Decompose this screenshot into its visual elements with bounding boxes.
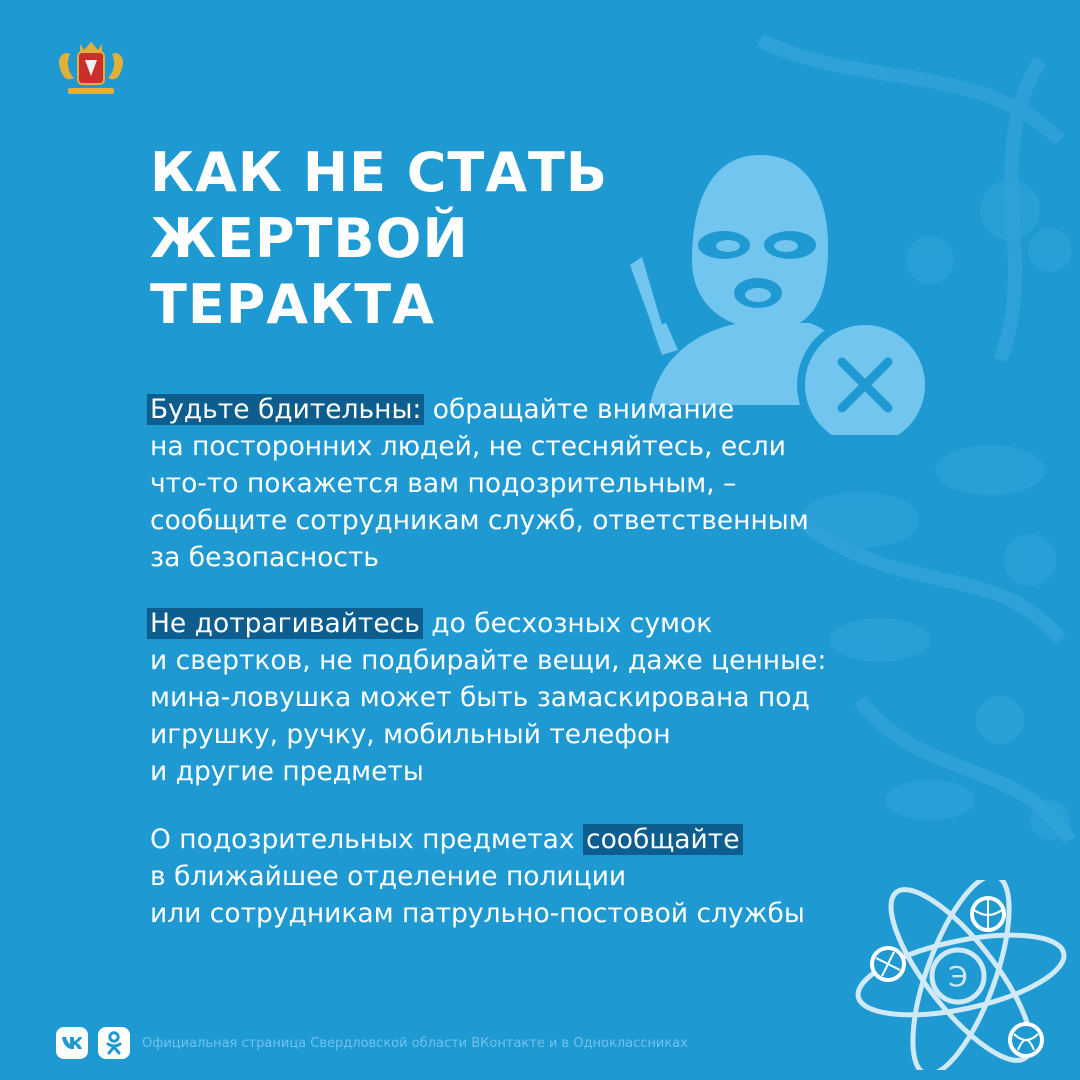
odnoklassniki-icon: [106, 1031, 122, 1055]
title-line-3: ТЕРАКТА: [150, 273, 435, 336]
do-not-touch-line-2: и свертков, не подбирайте вещи, даже ценные:: [150, 645, 827, 676]
report-line-3: или сотрудникам патрульно-постовой службы: [150, 898, 805, 929]
report-highlight: сообщайте: [583, 824, 743, 855]
vigilance-line-4: сообщите сотрудникам служб, ответственным: [150, 505, 809, 536]
do-not-touch-line-5: и другие предметы: [150, 756, 424, 787]
odnoklassniki-link[interactable]: [98, 1027, 130, 1059]
atom-sports-icon: [846, 880, 1076, 1070]
report-line-2: в ближайшее отделение полиции: [150, 861, 627, 892]
vigilance-paragraph: [150, 391, 809, 576]
title-line-2: ЖЕРТВОЙ: [150, 207, 469, 270]
vigilance-highlight: Будьте бдительны:: [147, 394, 424, 425]
title-line-1: КАК НЕ СТАТЬ: [150, 141, 609, 204]
vigilance-line-5: за безопасность: [150, 542, 380, 573]
do-not-touch-highlight: Не дотрагивайтесь: [147, 608, 423, 639]
report-line-1: О подозрительных предметах: [150, 824, 583, 855]
vigilance-line-1: обращайте внимание: [424, 394, 735, 425]
report-paragraph: [150, 821, 805, 932]
do-not-touch-line-3: мина-ловушка может быть замаскирована под: [150, 682, 810, 713]
vk-link[interactable]: [56, 1027, 88, 1059]
do-not-touch-line-1: до бесхозных сумок: [422, 608, 713, 639]
vigilance-line-2: на посторонних людей, не стесняйтесь, если: [150, 431, 786, 462]
vigilance-line-3: что-то покажется вам подозрительным, –: [150, 468, 737, 499]
do-not-touch-paragraph: [150, 605, 826, 790]
footer: [56, 1027, 688, 1059]
vk-icon: [61, 1036, 83, 1050]
coat-of-arms-icon: [54, 38, 128, 98]
page-title: [150, 140, 608, 338]
atom-letter: Э: [948, 960, 968, 993]
footer-caption: Официальная страница Свердловской области ВКонтакте и в Одноклассниках: [142, 1035, 688, 1051]
do-not-touch-line-4: игрушку, ручку, мобильный телефон: [150, 719, 671, 750]
